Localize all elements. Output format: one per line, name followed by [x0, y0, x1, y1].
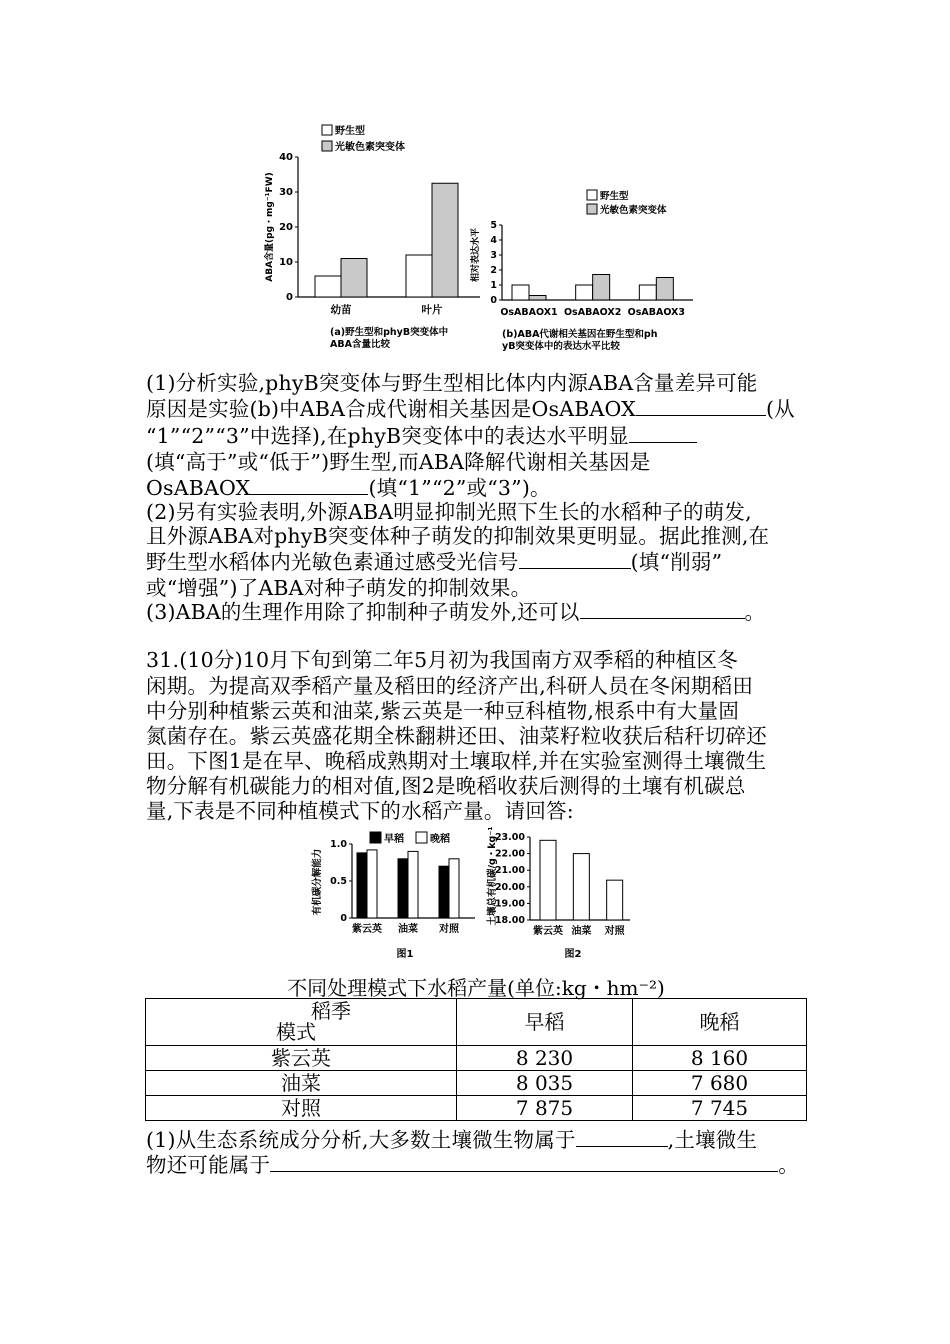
- y-tick-label: 20: [279, 222, 293, 233]
- legend-label: 野生型: [335, 126, 365, 137]
- answer-blank[interactable]: [580, 600, 745, 619]
- bar: [315, 276, 341, 297]
- y-tick-label: 10: [279, 257, 293, 268]
- row-late: 7 680: [633, 1071, 807, 1096]
- bar: [639, 285, 656, 300]
- row-mode: 紫云英: [146, 1046, 457, 1071]
- legend-label: 野生型: [600, 191, 629, 202]
- legend-swatch: [587, 204, 597, 214]
- legend-swatch: [370, 832, 381, 843]
- y-axis-label: 土壤总有机碳/g・kg⁻¹: [487, 826, 498, 926]
- chart-caption: yB突变体中的表达水平比较: [502, 341, 620, 352]
- bar: [406, 255, 432, 297]
- chart-caption: 图1: [396, 949, 414, 960]
- diagonal-header-cell: [146, 999, 457, 1046]
- bar: [529, 296, 546, 301]
- row-early: 7 875: [457, 1096, 633, 1121]
- y-tick-label: 21.00: [494, 865, 525, 877]
- q31-line4: 氮菌存在。紫云英盛花期全株翻耕还田、油菜籽粒收获后秸秆切碎还: [146, 724, 767, 748]
- header-late-rice: 晚稻: [633, 999, 807, 1046]
- x-tick-label: 对照: [439, 924, 459, 935]
- chart-gene-expression: [465, 180, 705, 360]
- x-tick-label: 油菜: [571, 926, 592, 937]
- header-early-rice: 早稻: [457, 999, 633, 1046]
- y-tick-label: 3: [490, 250, 497, 261]
- q30-part2-line1: (2)另有实验表明,外源ABA明显抑制光照下生长的水稻种子的萌发,: [146, 500, 752, 524]
- answer-blank[interactable]: [270, 1153, 778, 1172]
- bar: [573, 854, 589, 920]
- row-early: 8 035: [457, 1071, 633, 1096]
- q31-sub1-line1: (1)从生态系统成分分析,大多数土壤微生物属于 ,土壤微生: [146, 1128, 758, 1152]
- answer-blank[interactable]: [250, 476, 368, 495]
- chart-figure1-decomposition: [310, 822, 485, 967]
- yield-table: [145, 998, 807, 1121]
- x-tick-label: OsABAOX1: [500, 307, 558, 318]
- row-early: 8 230: [457, 1046, 633, 1071]
- legend-swatch: [322, 141, 332, 151]
- x-tick-label: OsABAOX2: [563, 307, 622, 318]
- answer-blank[interactable]: [576, 1128, 668, 1147]
- row-late: 8 160: [633, 1046, 807, 1071]
- q30-part2-line3: 野生型水稻体内光敏色素通过感受光信号 (填“削弱”: [146, 550, 723, 574]
- q30-part1-line5: OsABAOX (填“1”“2”或“3”)。: [146, 476, 551, 500]
- chart-caption: ABA含量比较: [330, 339, 390, 350]
- legend-label: 光敏色素突变体: [335, 142, 405, 153]
- bar: [367, 850, 377, 918]
- bar: [607, 880, 623, 920]
- y-tick-label: 4: [490, 235, 497, 246]
- chart-caption: (b)ABA代谢相关基因在野生型和ph: [502, 329, 658, 340]
- y-axis-label: 相对表达水平: [471, 227, 481, 283]
- y-tick-label: 0: [490, 295, 497, 306]
- table-row: [146, 1046, 807, 1071]
- bar: [408, 851, 418, 918]
- row-mode: 油菜: [146, 1071, 457, 1096]
- y-tick-label: 40: [279, 152, 293, 163]
- y-tick-label: 23.00: [494, 832, 525, 843]
- legend-label: 早稻: [384, 834, 404, 845]
- x-tick-label: OsABAOX3: [627, 307, 686, 318]
- table-row: [146, 1071, 807, 1096]
- chart-caption: 图2: [564, 949, 582, 960]
- q31-line7: 量,下表是不同种植模式下的水稻产量。请回答:: [146, 799, 574, 823]
- q30-part1-line2: 原因是实验(b)中ABA合成代谢相关基因是OsABAOX (从: [146, 397, 795, 421]
- answer-blank[interactable]: [629, 424, 697, 443]
- y-tick-label: 0: [286, 292, 293, 303]
- bar: [540, 840, 556, 920]
- q31-line3: 中分别种植紫云英和油菜,紫云英是一种豆科植物,根系中有大量固: [146, 699, 740, 723]
- legend-swatch: [322, 125, 332, 135]
- q31-line2: 闲期。为提高双季稻产量及稻田的经济产出,科研人员在冬闲期稻田: [146, 674, 754, 698]
- bar: [357, 853, 367, 918]
- header-season: 稻季: [311, 999, 351, 1023]
- x-tick-label: 油菜: [398, 924, 418, 935]
- q30-part1-line4: (填“高于”或“低于”)野生型,而ABA降解代谢相关基因是: [146, 450, 651, 474]
- y-tick-label: 0.5: [330, 876, 347, 887]
- legend-label: 光敏色素突变体: [600, 205, 667, 216]
- table-caption: 不同处理模式下水稻产量(单位:kg・hm⁻²): [287, 976, 665, 1000]
- q31-line1: 31.(10分)10月下旬到第二年5月初为我国南方双季稻的种植区冬: [146, 648, 738, 672]
- answer-blank[interactable]: [519, 550, 631, 569]
- legend-label: 晚稻: [430, 834, 450, 845]
- y-tick-label: 2: [490, 265, 497, 276]
- q30-part2-line4: 或“增强”)了ABA对种子萌发的抑制效果。: [146, 576, 532, 600]
- y-tick-label: 5: [490, 220, 497, 231]
- q31-sub1-line2: 物还可能属于 。: [146, 1153, 799, 1177]
- q31-line5: 田。下图1是在早、晚稻成熟期对土壤取样,并在实验室测得土壤微生: [146, 749, 767, 773]
- row-mode: 对照: [146, 1096, 457, 1121]
- y-tick-label: 1: [490, 280, 497, 291]
- chart-aba-content: [250, 115, 490, 360]
- chart-caption: (a)野生型和phyB突变体中: [330, 327, 449, 338]
- bar: [398, 859, 408, 918]
- q30-part2-line2: 且外源ABA对phyB突变体种子萌发的抑制效果更明显。据此推测,在: [146, 524, 770, 548]
- q30-part3: (3)ABA的生理作用除了抑制种子萌发外,还可以 。: [146, 600, 766, 624]
- y-axis-label: 有机碳分解能力: [312, 848, 323, 916]
- x-tick-label: 幼苗: [330, 304, 352, 316]
- y-tick-label: 30: [279, 187, 293, 198]
- answer-blank[interactable]: [636, 397, 766, 416]
- x-tick-label: 紫云英: [352, 924, 382, 935]
- bar: [576, 285, 593, 300]
- chart-figure2-organic-carbon: [485, 822, 645, 967]
- x-tick-label: 紫云英: [533, 926, 563, 937]
- y-tick-label: 0: [340, 913, 347, 924]
- x-tick-label: 叶片: [421, 304, 443, 316]
- q30-part1-line3: “1”“2”“3”中选择),在phyB突变体中的表达水平明显: [146, 424, 816, 449]
- x-tick-label: 对照: [604, 926, 625, 937]
- bar: [512, 285, 529, 300]
- q30-part1-line1: (1)分析实验,phyB突变体与野生型相比体内内源ABA含量差异可能: [146, 371, 758, 395]
- bar: [341, 259, 367, 298]
- table-row: [146, 1096, 807, 1121]
- bar: [593, 275, 610, 301]
- table-header-row: [146, 999, 807, 1046]
- y-axis-label: ABA含量(pg・mg⁻¹FW): [265, 172, 275, 282]
- bar: [439, 866, 449, 918]
- y-tick-label: 22.00: [494, 848, 525, 860]
- y-tick-label: 20.00: [494, 881, 525, 893]
- legend-swatch: [587, 190, 597, 200]
- legend-swatch: [416, 832, 427, 843]
- header-mode: 模式: [276, 1020, 316, 1044]
- bar: [449, 859, 459, 918]
- y-tick-label: 18.00: [494, 915, 525, 926]
- q31-line6: 物分解有机碳能力的相对值,图2是晚稻收获后测得的土壤有机碳总: [146, 774, 746, 798]
- bar: [432, 183, 458, 297]
- y-tick-label: 19.00: [494, 898, 525, 910]
- y-tick-label: 1.0: [330, 839, 347, 850]
- bar: [656, 278, 673, 301]
- row-late: 7 745: [633, 1096, 807, 1121]
